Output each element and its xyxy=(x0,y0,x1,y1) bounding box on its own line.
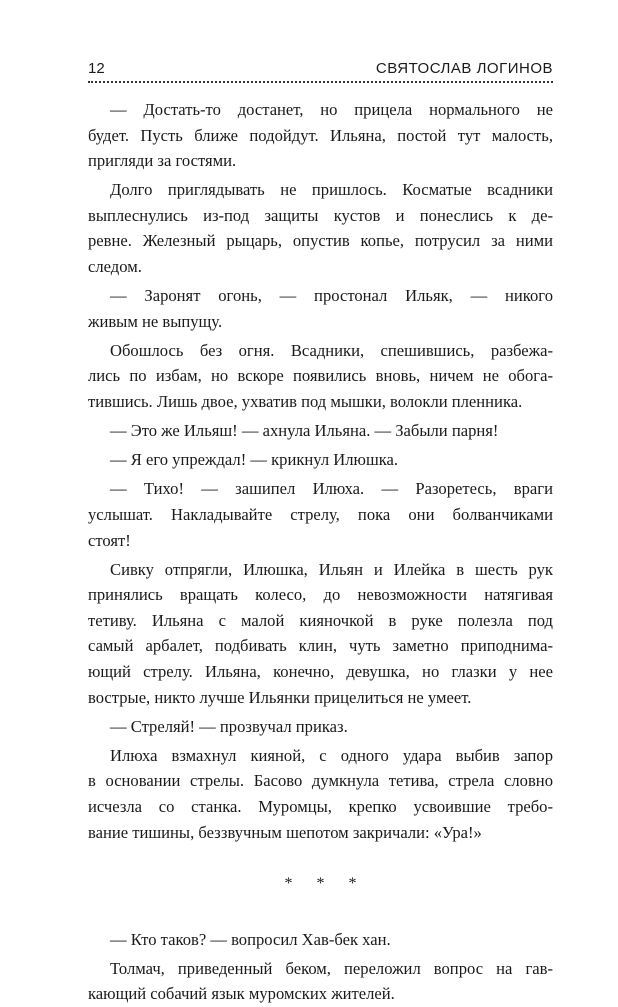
text-line: Обошлось без огня. Всадники, спешившись, разбежа- xyxy=(110,340,553,360)
text-line: Долго приглядывать не пришлось. Косматые всадники xyxy=(110,180,553,200)
text-line: стоят! xyxy=(88,530,131,550)
text-line: — Стреляй! — прозвучал приказ. xyxy=(110,716,348,736)
text-line: Сивку отпрягли, Илюшка, Ильян и Илейка в шесть рук xyxy=(110,559,553,579)
text-line: — Заронят огонь, — простонал Ильяк, — никого xyxy=(110,286,553,306)
paragraph xyxy=(88,927,553,953)
text-line: будет. Пусть ближе подойдут. Ильяна, постой тут малость, xyxy=(88,125,553,145)
text-line: следом. xyxy=(88,257,142,277)
text-line: Толмач, приведенный беком, переложил вопрос на гав- xyxy=(110,958,553,978)
text-line: живым не выпущу. xyxy=(88,311,223,331)
text-line: ревне. Железный рыцарь, опустив копье, потрусил за ними xyxy=(88,231,553,251)
text-line: — Я его упреждал! — крикнул Илюшка. xyxy=(110,450,399,470)
running-header xyxy=(88,60,553,83)
paragraph xyxy=(88,418,553,444)
text-line: — Это же Ильяш! — ахнула Ильяна. — Забыли парня! xyxy=(110,421,499,441)
paragraph xyxy=(88,338,553,415)
section-separator: * * * xyxy=(284,875,367,893)
text-line: ющий стрелу. Ильяна, конечно, девушка, но глазки у нее xyxy=(88,661,553,681)
text-line: выплеснулись из-под защиты кустов и понеслись к де- xyxy=(88,205,553,225)
text-line: услышат. Накладывайте стрелу, пока они болванчиками xyxy=(88,504,553,524)
page-number: 12 xyxy=(88,60,105,77)
paragraph xyxy=(88,283,553,334)
paragraph xyxy=(88,557,553,711)
body-text xyxy=(88,97,553,1007)
text-line: лись по избам, но вскоре появились вновь, ничем не обога- xyxy=(88,366,553,386)
text-line: исчезла со станка. Муромцы, крепко усвоившие требо- xyxy=(88,796,553,816)
text-line: — Достать-то достанет, но прицела нормального не xyxy=(110,100,553,119)
text-line: самый арбалет, подбивать клин, чуть заметно приподнима- xyxy=(88,636,553,656)
paragraph xyxy=(88,743,553,845)
text-line: — Тихо! — зашипел Илюха. — Разоретесь, враги xyxy=(110,479,553,499)
text-line: Илюха взмахнул кияной, с одного удара выбив запор xyxy=(110,745,553,765)
text-line: кающий собачий язык муромских жителей. xyxy=(88,984,395,1004)
text-line: пригляди за гостями. xyxy=(88,151,237,171)
paragraph xyxy=(88,956,553,1007)
text-line: в основании стрелы. Басово думкнула тетива, стрела словно xyxy=(88,771,553,791)
paragraph xyxy=(88,97,553,174)
text-line: принялись вращать колесо, до невозможности натягивая xyxy=(88,585,553,605)
text-line: вание тишины, беззвучным шепотом закричали: «Ура!» xyxy=(88,822,482,842)
paragraph xyxy=(88,447,553,473)
text-line: тетиву. Ильяна с малой кияночкой в руке полезла под xyxy=(88,610,553,630)
paragraph xyxy=(88,177,553,279)
text-block-after xyxy=(88,927,553,1007)
paragraph xyxy=(88,714,553,740)
text-block-before xyxy=(88,97,553,845)
text-line: вострые, никто лучше Ильянки прицелиться не умеет. xyxy=(88,687,472,707)
paragraph xyxy=(88,476,553,553)
text-line: тившись. Лишь двое, ухватив под мышки, волокли пленника. xyxy=(88,392,523,412)
book-page xyxy=(88,60,553,1004)
author-name: СВЯТОСЛАВ ЛОГИНОВ xyxy=(375,60,553,77)
text-line: — Кто таков? — вопросил Хав-бек хан. xyxy=(110,929,391,949)
